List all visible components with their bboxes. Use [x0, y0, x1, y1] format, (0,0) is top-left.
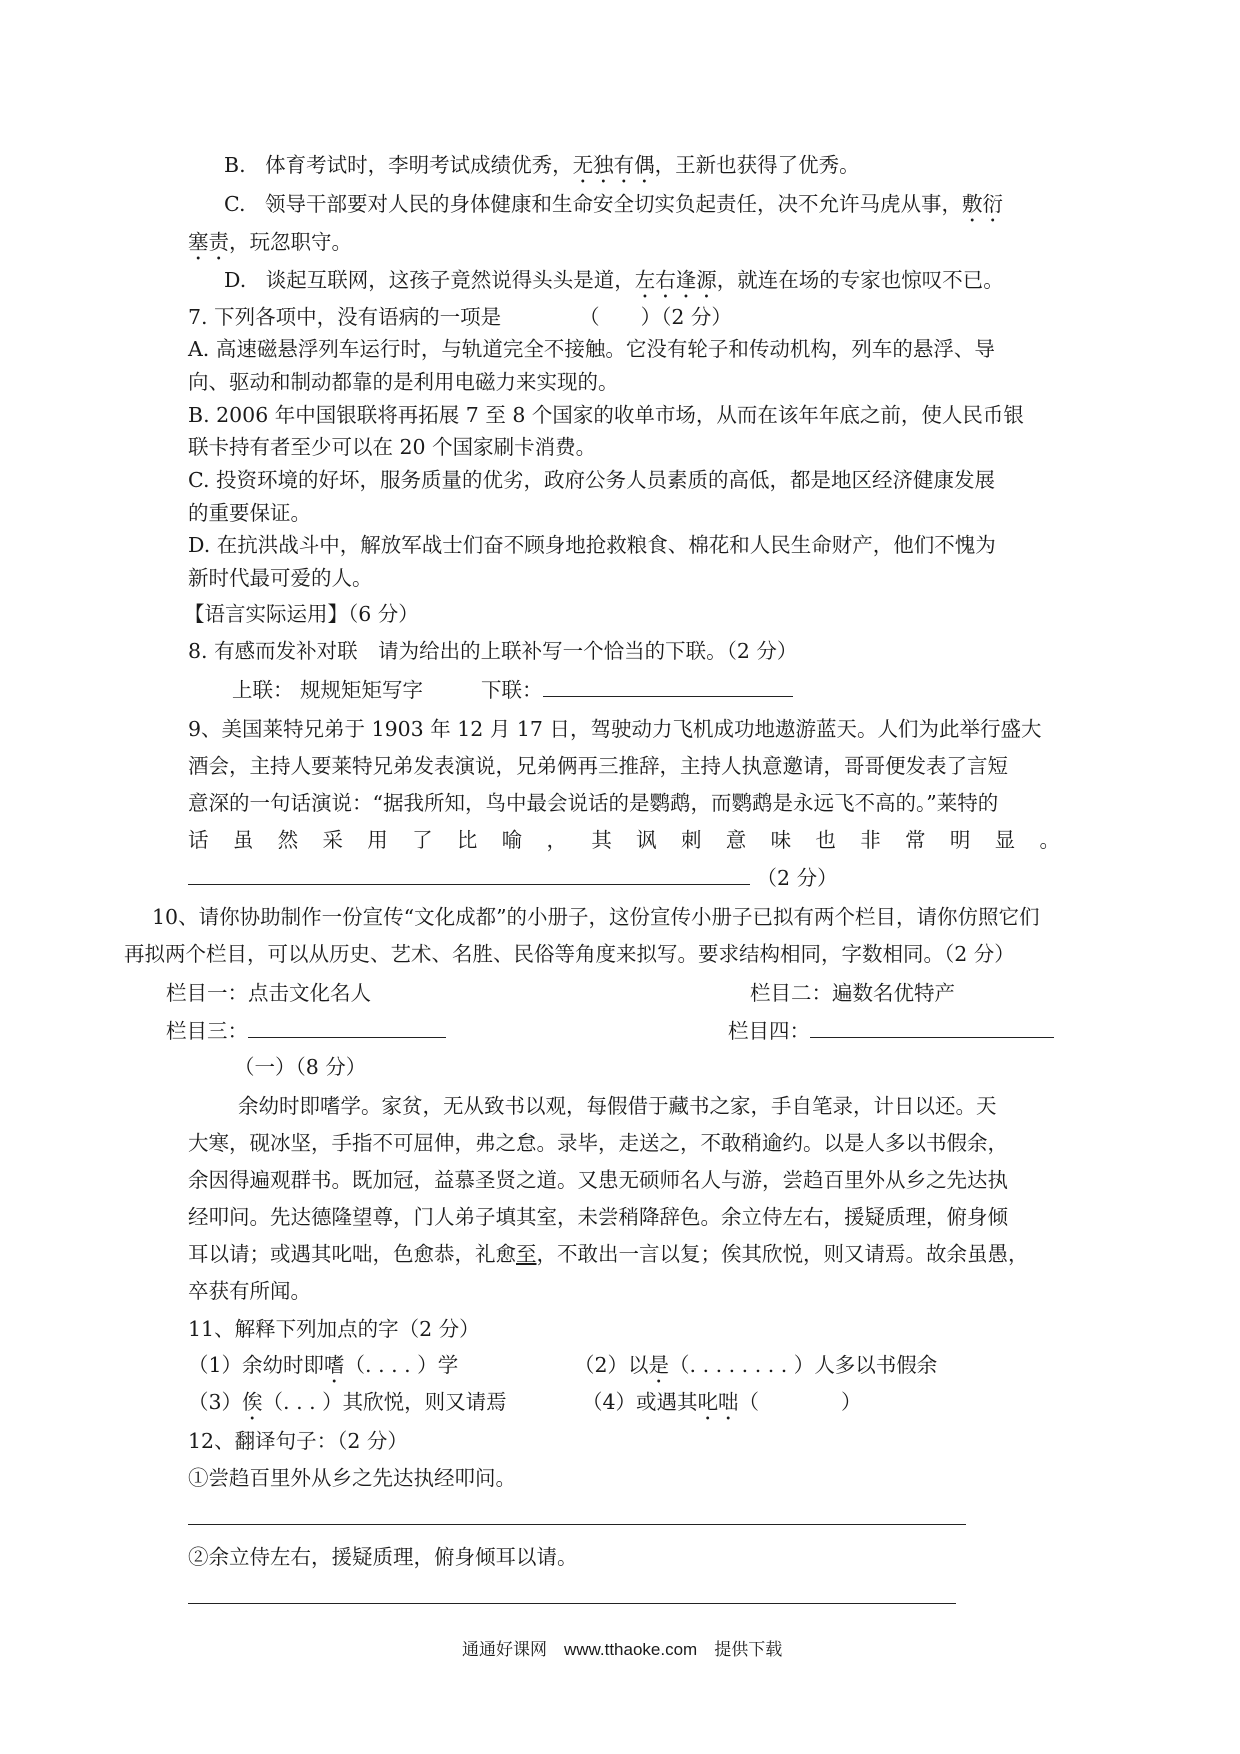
- column-four: [728, 1017, 1054, 1044]
- score: （2 分）: [661, 305, 732, 329]
- option-label: D.: [224, 268, 247, 292]
- char: 虽: [232, 828, 254, 852]
- passage-line: 大寒，砚冰坚，手指不可屈伸，弗之怠。录毕，走送之，不敢稍逾约。以是人多以书假余，: [188, 1131, 1008, 1155]
- q10-line: 10、请你协助制作一份宣传“文化成都”的小册子，这份宣传小册子已拟有两个栏目，请你仿照它们: [152, 905, 1040, 929]
- q12-answer-line-2[interactable]: [188, 1603, 956, 1604]
- item-text: （3）: [188, 1390, 243, 1414]
- char: 话: [188, 828, 209, 852]
- q12-sentence-2: ②余立侍左右，援疑质理，俯身倾耳以请。: [188, 1545, 578, 1569]
- char: 味: [770, 828, 792, 852]
- lower-couplet-label: 下联：: [481, 678, 543, 702]
- char: 也: [815, 828, 836, 852]
- dotted-char: 叱咄: [697, 1390, 739, 1414]
- char: ，: [546, 828, 567, 852]
- q7-option-d-cont: 新时代最可爱的人。: [188, 566, 373, 590]
- q6-option-b: [224, 152, 860, 188]
- dotted-word: 无独有偶: [572, 153, 655, 177]
- q7-option-a-cont: 向、驱动和制动都靠的是利用电磁力来实现的。: [188, 370, 619, 394]
- option-label: B.: [224, 153, 246, 177]
- char: 。: [1039, 828, 1060, 852]
- dotted-word: 塞责: [188, 230, 229, 254]
- q7-option-b-cont: 联卡持有者至少可以在 20 个国家刷卡消费。: [188, 435, 597, 459]
- answer-blank[interactable]: （. . . ）: [262, 1390, 343, 1414]
- answer-blank[interactable]: （. . . . . . . . ）: [669, 1353, 815, 1377]
- option-label: C.: [224, 192, 246, 216]
- column-two: 栏目二：遍数名优特产: [750, 981, 955, 1005]
- q10-line: 再拟两个栏目，可以从历史、艺术、名胜、民俗等角度来拟写。要求结构相同，字数相同。（2 分）: [124, 942, 1015, 966]
- item-text: 其欣悦，则又请焉: [342, 1390, 507, 1414]
- option-text: ，王新也获得了优秀。: [654, 153, 860, 177]
- dotted-char: 嗜: [324, 1353, 345, 1377]
- option-text: 领导干部要对人民的身体健康和生命安全切实负起责任，决不允许马虎从事，: [265, 192, 963, 216]
- lower-couplet-blank[interactable]: [543, 676, 793, 697]
- char: 用: [367, 828, 388, 852]
- q9-answer-blank[interactable]: [188, 864, 750, 885]
- char: 了: [412, 828, 433, 852]
- page-footer: 通通好课网 www.tthaoke.com 提供下载: [462, 1640, 783, 1659]
- char: 明: [949, 828, 971, 852]
- passage-line: 余幼时即嗜学。家贫，无从致书以观，每假借于藏书之家，手自笔录，计日以还。天: [238, 1094, 997, 1118]
- char: 其: [591, 828, 612, 852]
- char: 喻: [501, 828, 523, 852]
- dotted-char: 俟: [242, 1390, 263, 1414]
- column-one: 栏目一：点击文化名人: [166, 981, 371, 1005]
- q7-option-d: D. 在抗洪战斗中，解放军战士们奋不顾身地抢救粮食、棉花和人民生命财产，他们不愧为: [188, 533, 996, 557]
- q7-option-c: C. 投资环境的好坏，服务质量的优劣，政府公务人员素质的高低，都是地区经济健康发展: [188, 468, 995, 492]
- option-text: 谈起互联网，这孩子竟然说得头头是道，: [265, 268, 635, 292]
- q6-option-c: [224, 191, 1003, 227]
- q7-option-c-cont: 的重要保证。: [188, 501, 311, 525]
- char: 采: [322, 828, 343, 852]
- passage-line: [188, 1241, 1029, 1267]
- dotted-char: 是: [648, 1353, 670, 1377]
- section-heading: 【语言实际运用】（6 分）: [184, 602, 419, 626]
- char: 非: [860, 828, 881, 852]
- q12-answer-line-1[interactable]: [188, 1524, 966, 1525]
- column-four-blank[interactable]: [810, 1017, 1054, 1038]
- q6-option-d: [224, 267, 1004, 303]
- upper-couplet-label: 上联：: [232, 678, 294, 702]
- q9-justified-line: [188, 827, 1060, 853]
- q11-item-1: [188, 1352, 458, 1388]
- passage-text: 耳以请；或遇其叱咄，色愈恭，礼愈: [188, 1242, 516, 1266]
- q8-couplet: [232, 676, 793, 703]
- answer-paren: （ ）: [579, 305, 662, 329]
- option-text: ，就连在场的专家也惊叹不已。: [716, 268, 1004, 292]
- char: 显: [994, 828, 1016, 852]
- q12-sentence-1: ①尝趋百里外从乡之先达执经叩问。: [188, 1466, 516, 1490]
- item-text: （1）余幼时即: [188, 1353, 325, 1377]
- column-three: [166, 1017, 446, 1044]
- item-text: 学: [437, 1353, 459, 1377]
- passage-line: 余因得遍观群书。既加冠，益慕圣贤之道。又患无硕师名人与游，尝趋百里外从乡之先达执: [188, 1168, 1008, 1192]
- char: 讽: [636, 828, 657, 852]
- passage-line: 卒获有所闻。: [188, 1279, 311, 1303]
- char: 然: [277, 828, 299, 852]
- q9-answer-line: [188, 864, 838, 891]
- passage-text: ，不敢出一言以复；俟其欣悦，则又请焉。故余虽愚，: [536, 1242, 1029, 1266]
- item-text: （4）或遇其: [582, 1390, 698, 1414]
- dotted-word: 敷衍: [962, 192, 1004, 216]
- passage-heading: （一）（8 分）: [234, 1055, 367, 1079]
- q6-option-c-cont: [188, 229, 352, 265]
- q12-stem: 12、翻译句子：（2 分）: [188, 1429, 408, 1453]
- char: 意: [725, 828, 747, 852]
- column-label: 栏目三：: [166, 1019, 248, 1043]
- q9-line: 酒会，主持人要莱特兄弟发表演说，兄弟俩再三推辞，主持人执意邀请，哥哥便发表了言短: [188, 754, 1008, 778]
- q11-item-4: [582, 1389, 862, 1425]
- column-label: 栏目四：: [728, 1019, 810, 1043]
- question-text: 7. 下列各项中，没有语病的一项是: [188, 305, 502, 329]
- score: （2 分）: [756, 866, 838, 890]
- char: 刺: [680, 828, 702, 852]
- q8-stem: 8. 有感而发补对联 请为给出的上联补写一个恰当的下联。（2 分）: [188, 639, 798, 663]
- answer-blank[interactable]: （ ）: [738, 1390, 862, 1414]
- underlined-char: 至: [516, 1242, 537, 1266]
- q11-item-2: [574, 1352, 937, 1388]
- char: 常: [905, 828, 926, 852]
- q7-option-b: B. 2006 年中国银联将再拓展 7 至 8 个国家的收单市场，从而在该年年底之前，使人民币银: [188, 403, 1024, 427]
- option-text: ，玩忽职守。: [229, 230, 352, 254]
- q11-item-3: [188, 1389, 507, 1425]
- item-text: （2）以: [574, 1353, 649, 1377]
- item-text: 人多以书假余: [814, 1353, 938, 1377]
- upper-couplet-text: 规规矩矩写字: [300, 678, 424, 702]
- q7-option-a: A. 高速磁悬浮列车运行时，与轨道完全不接触。它没有轮子和传动机构，列车的悬浮、导: [188, 337, 995, 361]
- answer-blank[interactable]: （. . . . ）: [344, 1353, 438, 1377]
- q9-line: 意深的一句话演说：“据我所知，鸟中最会说话的是鹦鹉，而鹦鹉是永远飞不高的。”莱特的: [188, 791, 999, 815]
- q11-stem: 11、解释下列加点的字（2 分）: [188, 1317, 480, 1341]
- q9-line: 9、美国莱特兄弟于 1903 年 12 月 17 日，驾驶动力飞机成功地遨游蓝天。人们为此举行盛大: [188, 717, 1042, 741]
- dotted-word: 左右逢源: [634, 268, 717, 292]
- q7-stem: [188, 304, 732, 330]
- column-three-blank[interactable]: [248, 1017, 446, 1038]
- char: 比: [456, 828, 478, 852]
- option-text: 体育考试时，李明考试成绩优秀，: [265, 153, 573, 177]
- passage-line: 经叩问。先达德隆望尊，门人弟子填其室，未尝稍降辞色。余立侍左右，援疑质理，俯身倾: [188, 1205, 1008, 1229]
